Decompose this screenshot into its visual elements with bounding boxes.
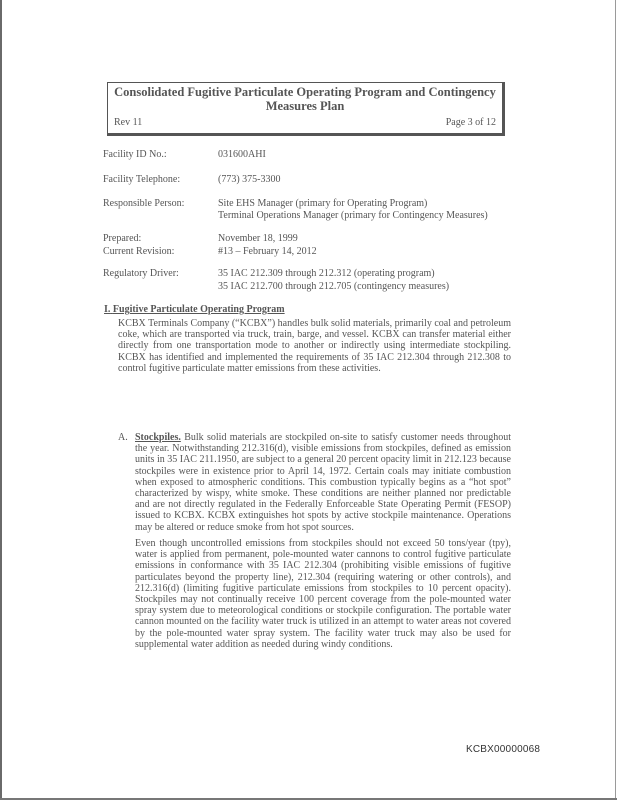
prepared-label: Prepared: bbox=[103, 233, 142, 244]
facility-id-label: Facility ID No.: bbox=[103, 149, 167, 160]
regulatory-driver-value-2: 35 IAC 212.700 through 212.705 (contingency measures) bbox=[218, 281, 450, 292]
document-header bbox=[107, 82, 505, 136]
item-a-heading: Stockpiles. bbox=[135, 432, 181, 443]
revision-label: Rev 11 bbox=[114, 117, 143, 128]
section-title: Fugitive Particulate Operating Program bbox=[112, 304, 285, 315]
item-a-paragraph-2: Even though uncontrolled emissions from stockpiles should not exceed 50 tons/year (tpy), water is applied from permanent, pole-mounted water cannons to control fugitive particulate emissions in conformance with 35 IAC 212.304 (prohibiting visible emissions of fugitive particulates beyond the property line), 212.304 (requiring watering or other controls), and 212.316(d) (limiting fugitive particulate emissions from stockpiles to 10 percent opacity). Stockpiles may not continually receive 100 percent coverage from the pole-mounted water spray system due to meteorological conditions or stockpile configuration. The portable water cannon mounted on the facility water truck is utilized in an attempt to water areas not covered by the pole-mounted water spray system. The facility water truck may also be used for supplemental water addition as needed during windy conditions. bbox=[135, 538, 511, 650]
item-a-body-1: Bulk solid materials are stockpiled on-site to satisfy customer needs throughout the year. Notwithstanding 212.316(d), visible emissions from stockpiles, defined as emission units in 35 IAC 211.1950, are subject to a general 20 percent opacity limit in 212.123 because stockpiles were in existence prior to April 14, 1972. Certain coals may initiate combustion when exposed to atmospheric conditions. This combustion typically begins as a “hot spot” characterized by wispy, white smoke. These conditions are neither planned nor predictable and are not directly regulated in the Federally Enforceable State Operating Permit (FESOP) issued to KCBX. KCBX extinguishes hot spots by active stockpile maintenance. Operations may be altered or reduce smoke from hot spot sources. bbox=[135, 432, 511, 533]
responsible-person-label: Responsible Person: bbox=[103, 198, 185, 209]
section-heading bbox=[104, 304, 285, 315]
facility-telephone-label: Facility Telephone: bbox=[103, 174, 181, 185]
responsible-person-value: Site EHS Manager (primary for Operating Program) bbox=[218, 198, 428, 209]
prepared-value: November 18, 1999 bbox=[218, 233, 298, 244]
scan-edge-right bbox=[615, 0, 616, 800]
section-number: I. bbox=[104, 304, 111, 315]
regulatory-driver-label: Regulatory Driver: bbox=[103, 268, 179, 279]
section-intro-paragraph: KCBX Terminals Company (“KCBX”) handles bulk solid materials, primarily coal and petroleum coke, which are transported via truck, train, barge, and vessel. KCBX can transfer material either directly from one transportation mode to another or indirectly using intermediate stockpiling. KCBX has identified and implemented the requirements of 35 IAC 212.304 through 212.308 to control fugitive particulate matter emissions from these activities. bbox=[118, 318, 511, 374]
item-a-letter: A. bbox=[118, 432, 128, 443]
page-number: Page 3 of 12 bbox=[445, 117, 496, 128]
facility-id-value: 031600AHI bbox=[218, 149, 266, 160]
scan-edge-left bbox=[0, 0, 2, 800]
bates-number: KCBX00000068 bbox=[466, 744, 541, 755]
document-title: Consolidated Fugitive Particulate Operating Program and Contingency Measures Plan bbox=[114, 85, 496, 113]
responsible-person-value-2: Terminal Operations Manager (primary for Contingency Measures) bbox=[218, 210, 488, 221]
current-revision-label: Current Revision: bbox=[103, 246, 175, 257]
item-a-paragraph-1 bbox=[135, 432, 511, 533]
current-revision-value: #13 – February 14, 2012 bbox=[218, 246, 317, 257]
facility-telephone-value: (773) 375-3300 bbox=[218, 174, 281, 185]
regulatory-driver-value: 35 IAC 212.309 through 212.312 (operating program) bbox=[218, 268, 435, 279]
